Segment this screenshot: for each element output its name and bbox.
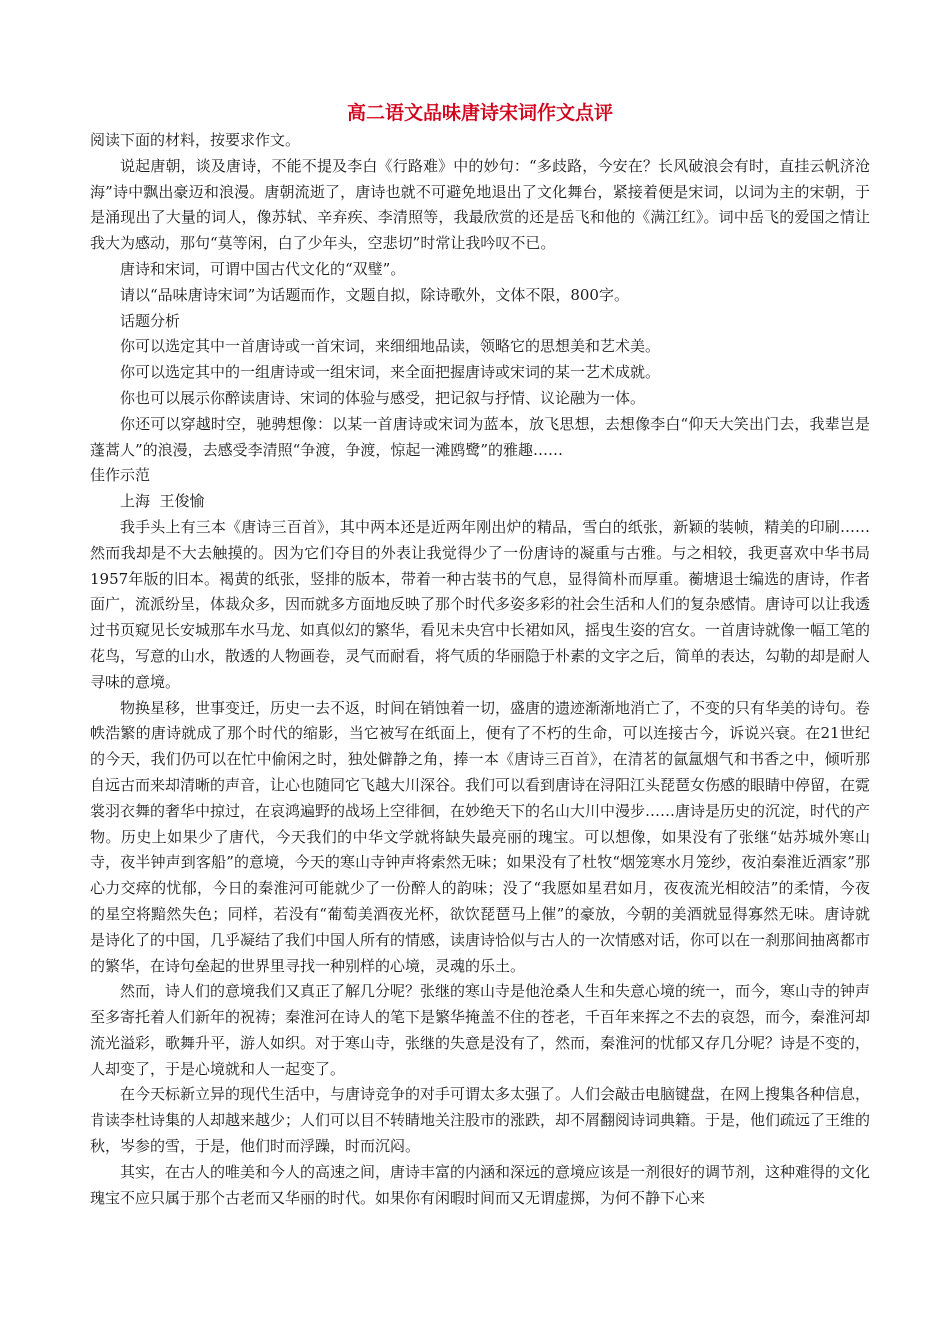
- essay-paragraph-3: 然而，诗人们的意境我们又真正了解几分呢？张继的寒山寺是他沧桑人生和失意心境的统一，而今，寒山寺的钟声至多寄托着人们新年的祝祷；秦淮河在诗人的笔下是繁华掩盖不住的苍老，千百年来挥之不去的哀怨，而今，秦淮河却流光溢彩，歌舞升平，游人如织。对于寒山寺，张继的失意是没有了，然而，秦淮河的忧郁又存几分呢？诗是不变的，人却变了，于是心境就和人一起变了。: [90, 982, 871, 1078]
- analysis-paragraph-3: 你也可以展示你醉读唐诗、宋词的体验与感受，把记叙与抒情、议论融为一体。: [120, 388, 646, 407]
- material-paragraph-1: 说起唐朝，谈及唐诗，不能不提及李白《行路难》中的妙句：“多歧路，今安在？长风破浪会有时，直挂云帆济沧海”诗中飘出豪迈和浪漫。唐朝流逝了，唐诗也就不可避免地退出了文化舞台，紧接着便是宋词，以词为主的宋朝，于是涌现出了大量的词人，像苏轼、辛弃疾、李清照等，我最欣赏的还是岳飞和他的《满江红》。词中岳飞的爱国之情让我大为感动，那句“莫等闲，白了少年头，空悲切”时常让我吟叹不已。: [90, 156, 870, 253]
- analysis-heading: 话题分析: [120, 311, 181, 330]
- material-paragraph-3: 请以“品味唐诗宋词”为话题而作，文题自拟，除诗歌外，文体不限，800字。: [120, 285, 629, 304]
- material-paragraph-2: 唐诗和宋词，可谓中国古代文化的“双璧”。: [120, 259, 406, 278]
- essay-paragraph-4: 在今天标新立异的现代生活中，与唐诗竞争的对手可谓太多太强了。人们会敲击电脑键盘，在网上搜集各种信息，肯读李杜诗集的人却越来越少；人们可以目不转睛地关注股市的涨跌，却不屑翻阅诗词典籍。于是，他们疏远了王维的秋，岑参的雪，于是，他们时而浮躁，时而沉闷。: [90, 1085, 871, 1156]
- essay-paragraph-5: 其实，在古人的唯美和今人的高速之间，唐诗丰富的内涵和深远的意境应该是一剂很好的调节剂，这种难得的文化瑰宝不应只属于那个古老而又华丽的时代。如果你有闲暇时间而又无谓虚掷，为何不静下心来: [90, 1162, 871, 1207]
- analysis-paragraph-1: 你可以选定其中一首唐诗或一首宋词，来细细地品读，领略它的思想美和艺术美。: [120, 337, 661, 356]
- analysis-paragraph-2: 你可以选定其中的一组唐诗或一组宋词，来全面把握唐诗或宋词的某一艺术成就。: [120, 363, 661, 382]
- page-title: 高二语文品味唐诗宋词作文点评: [346, 102, 613, 124]
- essay-paragraph-1: 我手头上有三本《唐诗三百首》，其中两本还是近两年刚出炉的精品，雪白的纸张，新颖的装帧，精美的印刷……然而我却是不大去触摸的。因为它们夺目的外表让我觉得少了一份唐诗的凝重与古雅。与之相较，我更喜欢中华书局1957年版的旧本。褐黄的纸张，竖排的版本，带着一种古装书的气息，显得简朴而厚重。蘅塘退士编选的唐诗，作者面广，流派纷呈，体裁众多，因而就多方面地反映了那个时代多姿多彩的社会生活和人们的复杂感情。唐诗可以让我透过书页窥见长安城那车水马龙、如真似幻的繁华，看见未央宫中长裙如风，摇曳生姿的宫女。一首唐诗就像一幅工笔的花鸟，写意的山水，散透的人物画卷，灵气而耐看，将气质的华丽隐于朴素的文字之后，简单的表达，勾勒的却是耐人寻味的意境。: [90, 517, 871, 691]
- essay-author: 上海 王俊愉: [120, 492, 205, 511]
- analysis-paragraph-4: 你还可以穿越时空，驰骋想像：以某一首唐诗或宋词为蓝本，放飞思想，去想像李白“仰天大笑出门去，我辈岂是蓬蒿人”的浪漫，去感受李清照“争渡，争渡，惊起一滩鸥鹭”的雅趣……: [90, 414, 870, 459]
- example-heading: 佳作示范: [90, 466, 151, 485]
- document-page: [90, 98, 870, 1211]
- essay-paragraph-2: 物换星移，世事变迁，历史一去不返，时间在销蚀着一切，盛唐的遗迹渐渐地消亡了，不变的只有华美的诗句。卷帙浩繁的唐诗就成了那个时代的缩影，当它被写在纸面上，便有了不朽的生命，可以连接古今，诉说兴衰。在21世纪的今天，我们仍可以在忙中偷闲之时，独处僻静之角，捧一本《唐诗三百首》，在清茗的氤氲烟气和书香之中，倾听那自远古而来却清晰的声音，让心也随同它飞越大川深谷。我们可以看到唐诗在浔阳江头琵琶女伤感的眼睛中停留，在霓裳羽衣舞的奢华中掠过，在哀鸿遍野的战场上空徘徊，在妙绝天下的名山大川中漫步……唐诗是历史的沉淀，时代的产物。历史上如果少了唐代，今天我们的中华文学就将缺失最亮丽的瑰宝。可以想像，如果没有了张继“姑苏城外寒山寺，夜半钟声到客船”的意境，今天的寒山寺钟声将索然无味；如果没有了杜牧“烟笼寒水月笼纱，夜泊秦淮近酒家”那心力交瘁的忧郁，今日的秦淮河可能就少了一份醉人的韵味；没了“我愿如星君如月，夜夜流光相皎洁”的柔情，今夜的星空将黯然失色；同样，若没有“葡萄美酒夜光杯，欲饮琵琶马上催”的豪放，今朝的美酒就显得寡然无味。唐诗就是诗化了的中国，几乎凝结了我们中国人所有的情感，读唐诗恰似与古人的一次情感对话，你可以在一刹那间抽离都市的繁华，在诗句垒起的世界里寻找一种别样的心境，灵魂的乐土。: [90, 698, 871, 975]
- task-intro: 阅读下面的材料，按要求作文。: [90, 131, 301, 149]
